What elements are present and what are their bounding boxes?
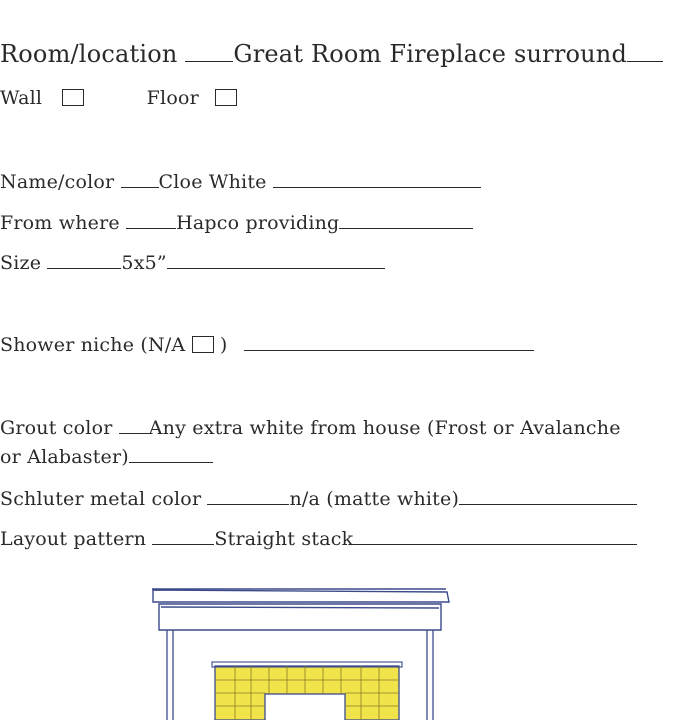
size-value: 5x5” [121,252,167,274]
schluter-color-field [0,488,637,510]
from-where-label: From where [0,212,120,234]
name-color-label: Name/color [0,171,115,193]
shower-niche-field [0,334,534,356]
underline [459,503,637,505]
underline [353,543,637,545]
grout-color-field [0,417,621,439]
wall-label: Wall [0,87,43,109]
underline [167,267,385,269]
room-location-value: Great Room Fireplace surround [233,40,628,68]
mantel-shelf [152,589,449,630]
underline [129,461,213,463]
shower-niche-na-checkbox[interactable] [192,336,214,353]
schluter-color-label: Schluter metal color [0,488,202,510]
layout-pattern-field [0,528,637,550]
floor-checkbox[interactable] [215,89,237,106]
underline [273,186,481,188]
underline [185,60,233,62]
underline [627,60,663,62]
fireplace-sketch [145,580,460,720]
size-field [0,252,385,274]
grout-color-label: Grout color [0,417,113,439]
grout-color-value-line2: or Alabaster) [0,446,129,468]
schluter-color-value: n/a (matte white) [289,488,460,510]
name-color-field [0,171,481,193]
underline [244,349,534,351]
from-where-value: Hapco providing [176,212,340,234]
underline [207,503,289,505]
underline [121,186,159,188]
size-label: Size [0,252,42,274]
grout-color-value-line1: Any extra white from house (Frost or Avalanche [148,417,621,439]
wall-checkbox[interactable] [62,89,84,106]
shower-niche-label: Shower niche (N/A [0,334,186,356]
shower-niche-close: ) [219,334,228,356]
floor-label: Floor [146,87,199,109]
underline [119,432,149,434]
from-where-field [0,212,473,234]
underline [126,227,176,229]
layout-pattern-value: Straight stack [214,528,354,550]
room-location-field [0,40,663,68]
room-location-label: Room/location [0,40,178,68]
name-color-value: Cloe White [158,171,267,193]
tile-surround [212,662,402,720]
underline [152,543,214,545]
grout-color-field-continued [0,446,213,468]
underline [339,227,473,229]
surface-options [0,87,237,109]
underline [47,267,121,269]
layout-pattern-label: Layout pattern [0,528,147,550]
